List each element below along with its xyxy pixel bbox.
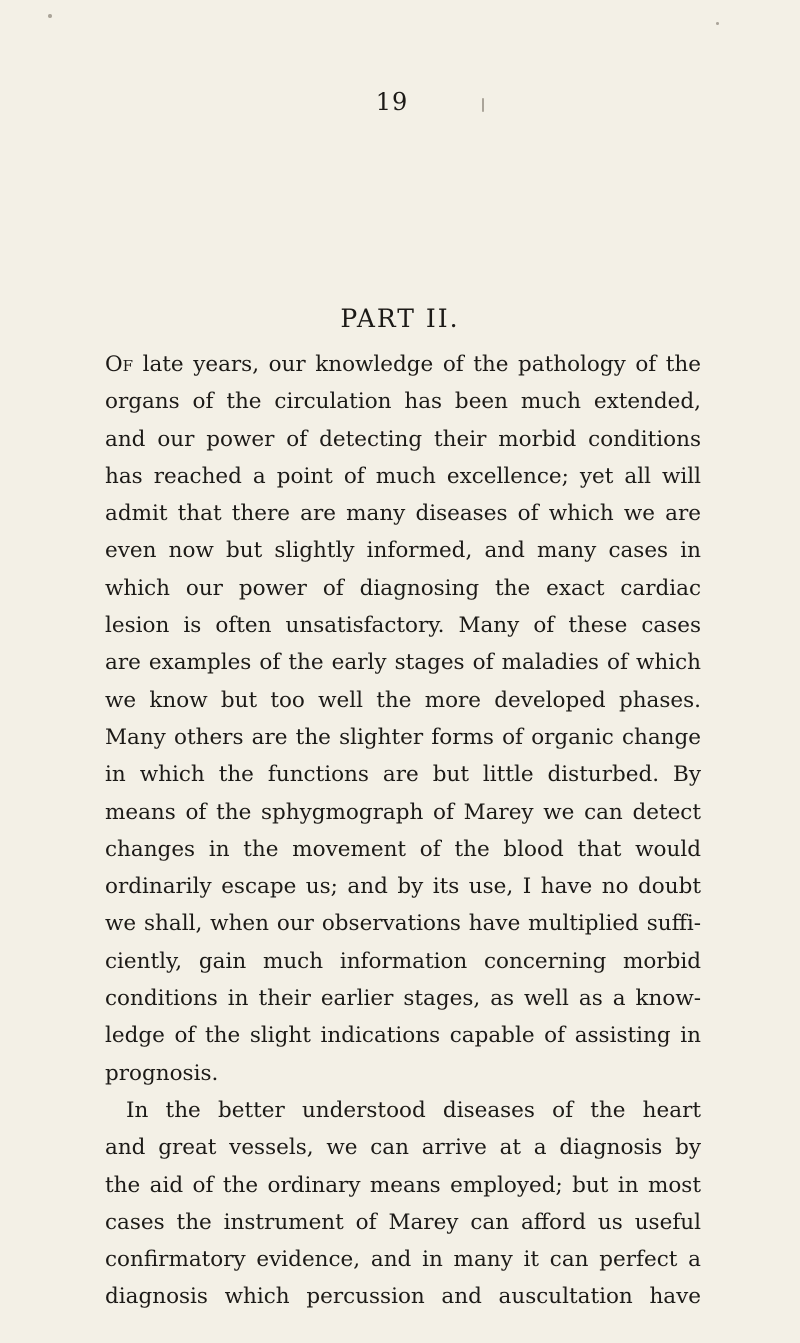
text-line: means of the sphygmograph of Marey we can detect [105, 799, 701, 825]
text-line: ciently, gain much information concerning morbid [105, 948, 701, 974]
text-line: in which the functions are but little disturbed. By [105, 762, 701, 788]
text-line: the aid of the ordinary means employed; but in most [105, 1172, 701, 1198]
body-text [105, 346, 701, 1316]
text-line: are examples of the early stages of maladies of which [105, 650, 701, 676]
page-number: 19 [375, 88, 409, 116]
text-line: and our power of detecting their morbid conditions [105, 426, 701, 452]
opening-word: Of [105, 352, 134, 377]
text-line: which our power of diagnosing the exact cardiac [105, 575, 701, 601]
text-line: and great vessels, we can arrive at a diagnosis by [105, 1135, 701, 1161]
text-line: ordinarily escape us; and by its use, I have no doubt [105, 874, 701, 900]
paragraph-2 [105, 1092, 701, 1316]
text-line: prognosis. [105, 1060, 219, 1086]
part-heading: PART II. [340, 304, 460, 333]
text-line: organs of the circulation has been much extended, [105, 389, 701, 415]
text-line [105, 346, 701, 383]
text-line: changes in the movement of the blood that would [105, 836, 701, 862]
text-line: lesion is often unsatisfactory. Many of these cases [105, 613, 701, 639]
text-line: In the better understood diseases of the heart [126, 1097, 701, 1123]
text-line: we know but too well the more developed phases. [105, 687, 701, 713]
scan-speck [716, 22, 719, 25]
text-line: admit that there are many diseases of which we are [105, 501, 701, 527]
scan-speck [48, 14, 52, 18]
text-line: confirmatory evidence, and in many it can perfect a [105, 1247, 701, 1273]
first-line-text: late years, our knowledge of the pathology of the [133, 352, 701, 377]
text-line: ledge of the slight indications capable of assisting in [105, 1023, 701, 1049]
scan-speck [482, 98, 484, 112]
paragraph-1 [105, 346, 701, 1092]
text-line: has reached a point of much excellence; yet all will [105, 463, 701, 489]
text-line: even now but slightly informed, and many cases in [105, 538, 701, 564]
text-line: cases the instrument of Marey can afford us useful [105, 1209, 701, 1235]
text-line: Many others are the slighter forms of organic change [105, 724, 701, 750]
text-line: conditions in their earlier stages, as well as a know- [105, 986, 701, 1012]
text-line: diagnosis which percussion and auscultation have [105, 1284, 701, 1310]
text-line: we shall, when our observations have multiplied suffi- [105, 911, 701, 937]
